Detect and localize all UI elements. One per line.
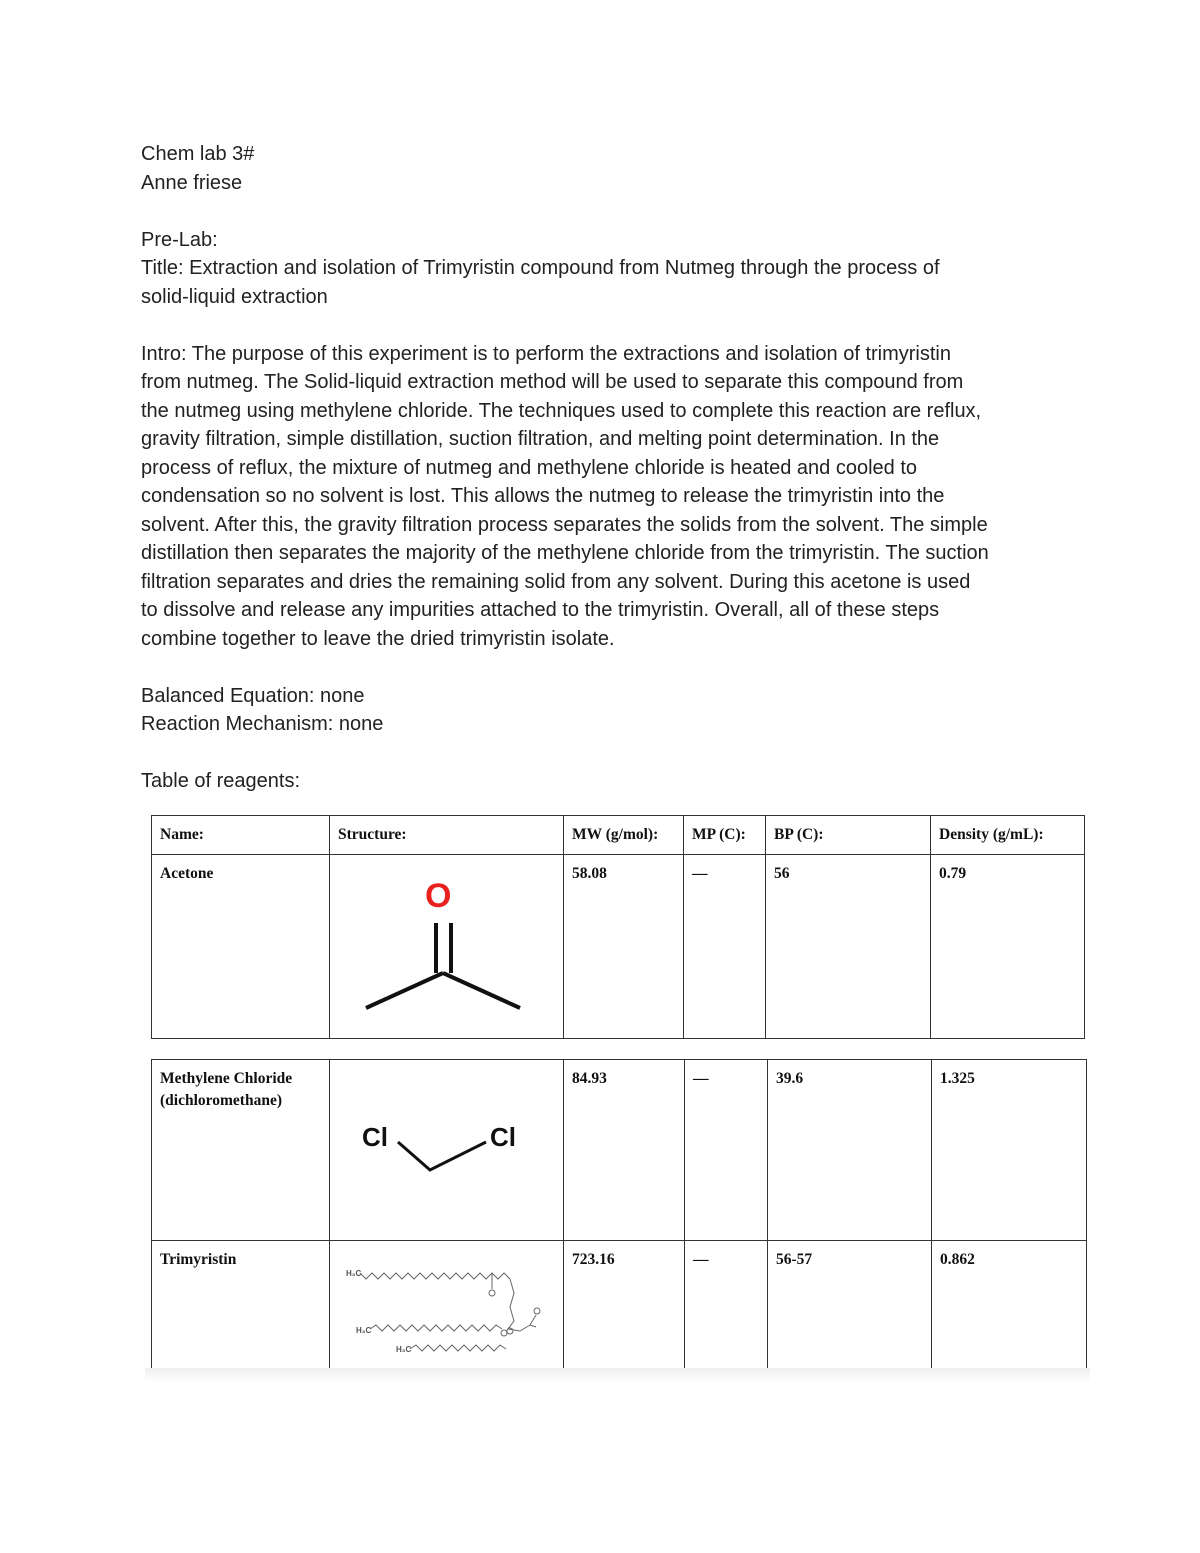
intro-line: filtration separates and dries the remaining solid from any solvent. During this acetone is used	[141, 570, 971, 593]
intro-line: process of reflux, the mixture of nutmeg and methylene chloride is heated and cooled to	[141, 456, 918, 479]
reagents-table-part2	[151, 1059, 1087, 1369]
glycerol-backbone	[508, 1279, 536, 1331]
chain-3	[410, 1345, 506, 1351]
title-line: Title: Extraction and isolation of Trimyristin compound from Nutmeg through the process of	[141, 257, 940, 279]
title-line: solid-liquid extraction	[141, 285, 328, 308]
reagent-name: Acetone	[152, 855, 330, 1039]
mp-cell: —	[685, 1241, 768, 1369]
doc-title: Chem lab 3#	[141, 143, 255, 165]
ester-oxygen	[534, 1308, 540, 1314]
chlorine-label-right: Cl	[490, 1122, 516, 1152]
trimyristin-structure-cell	[330, 1241, 564, 1369]
intro-line: solvent. After this, the gravity filtration process separates the solids from the solvent. The simple	[141, 513, 988, 536]
header-cell: Structure:	[330, 816, 564, 855]
ccl-bonds	[398, 1142, 486, 1170]
header-cell: Density (g/mL):	[931, 816, 1085, 855]
bond-methyl-left	[366, 973, 443, 1008]
intro-line: from nutmeg. The Solid-liquid extraction method will be used to separate this compound from	[141, 371, 964, 393]
table-shadow	[145, 1368, 1090, 1382]
chlorine-label-left: Cl	[362, 1122, 388, 1152]
bond-methyl-right	[443, 973, 520, 1008]
intro-line: gravity filtration, simple distillation, suction filtration, and melting point determination. In the	[141, 428, 940, 450]
table-row	[152, 1060, 1087, 1241]
intro-line: Intro: The purpose of this experiment is to perform the extractions and isolation of trimyristin	[141, 342, 951, 365]
balanced-equation: Balanced Equation: none	[141, 684, 365, 707]
bp-cell: 56-57	[768, 1241, 932, 1369]
density-cell: 1.325	[932, 1060, 1087, 1241]
methyl-label: H₃C	[346, 1269, 362, 1278]
chain-2	[370, 1325, 502, 1331]
prelab-heading: Pre-Lab:	[141, 228, 218, 251]
table-heading: Table of reagents:	[141, 770, 300, 792]
mw-cell: 58.08	[564, 855, 684, 1039]
methyl-label: H₃C	[396, 1345, 412, 1354]
carbonyl-3	[530, 1315, 536, 1325]
reaction-mechanism: Reaction Mechanism: none	[141, 713, 384, 735]
bp-cell: 56	[766, 855, 931, 1039]
methyl-label: H₃C	[356, 1326, 372, 1335]
dichloromethane-structure-icon	[330, 1060, 564, 1241]
header-cell: MP (C):	[684, 816, 766, 855]
reagents-table-part1	[151, 815, 1085, 1039]
chain-1	[360, 1273, 510, 1279]
header-cell: Name:	[152, 816, 330, 855]
bp-cell: 39.6	[768, 1060, 932, 1241]
acetone-structure-cell	[330, 855, 564, 1039]
table-header-row	[152, 816, 1085, 855]
table-row	[152, 1241, 1087, 1369]
intro-line: combine together to leave the dried trimyristin isolate.	[141, 627, 615, 650]
trimyristin-structure-icon	[330, 1241, 564, 1369]
density-cell: 0.862	[932, 1241, 1087, 1369]
intro-line: the nutmeg using methylene chloride. The techniques used to complete this reaction are reflux,	[141, 399, 982, 422]
ester-oxygen	[501, 1330, 507, 1336]
table-row	[152, 855, 1085, 1039]
intro-line: condensation so no solvent is lost. This allows the nutmeg to release the trimyristin into the	[141, 485, 945, 507]
oxygen-label: O	[425, 877, 452, 915]
mp-cell: —	[685, 1060, 768, 1241]
header-cell: MW (g/mol):	[564, 816, 684, 855]
header-cell: BP (C):	[766, 816, 931, 855]
mw-cell: 84.93	[564, 1060, 685, 1241]
mw-cell: 723.16	[564, 1241, 685, 1369]
mp-cell: —	[684, 855, 766, 1039]
dichloromethane-structure-cell	[330, 1060, 564, 1241]
doc-author: Anne friese	[141, 171, 243, 194]
ester-oxygen	[489, 1290, 495, 1296]
reagent-name: Methylene Chloride (dichloromethane)	[152, 1060, 330, 1241]
document-body	[141, 140, 1071, 796]
reagent-name: Trimyristin	[152, 1241, 330, 1369]
intro-line: distillation then separates the majority of the methylene chloride from the trimyristin. The suction	[141, 542, 989, 564]
intro-line: to dissolve and release any impurities attached to the trimyristin. Overall, all of these steps	[141, 599, 940, 621]
density-cell: 0.79	[931, 855, 1085, 1039]
acetone-structure-icon	[330, 855, 564, 1039]
